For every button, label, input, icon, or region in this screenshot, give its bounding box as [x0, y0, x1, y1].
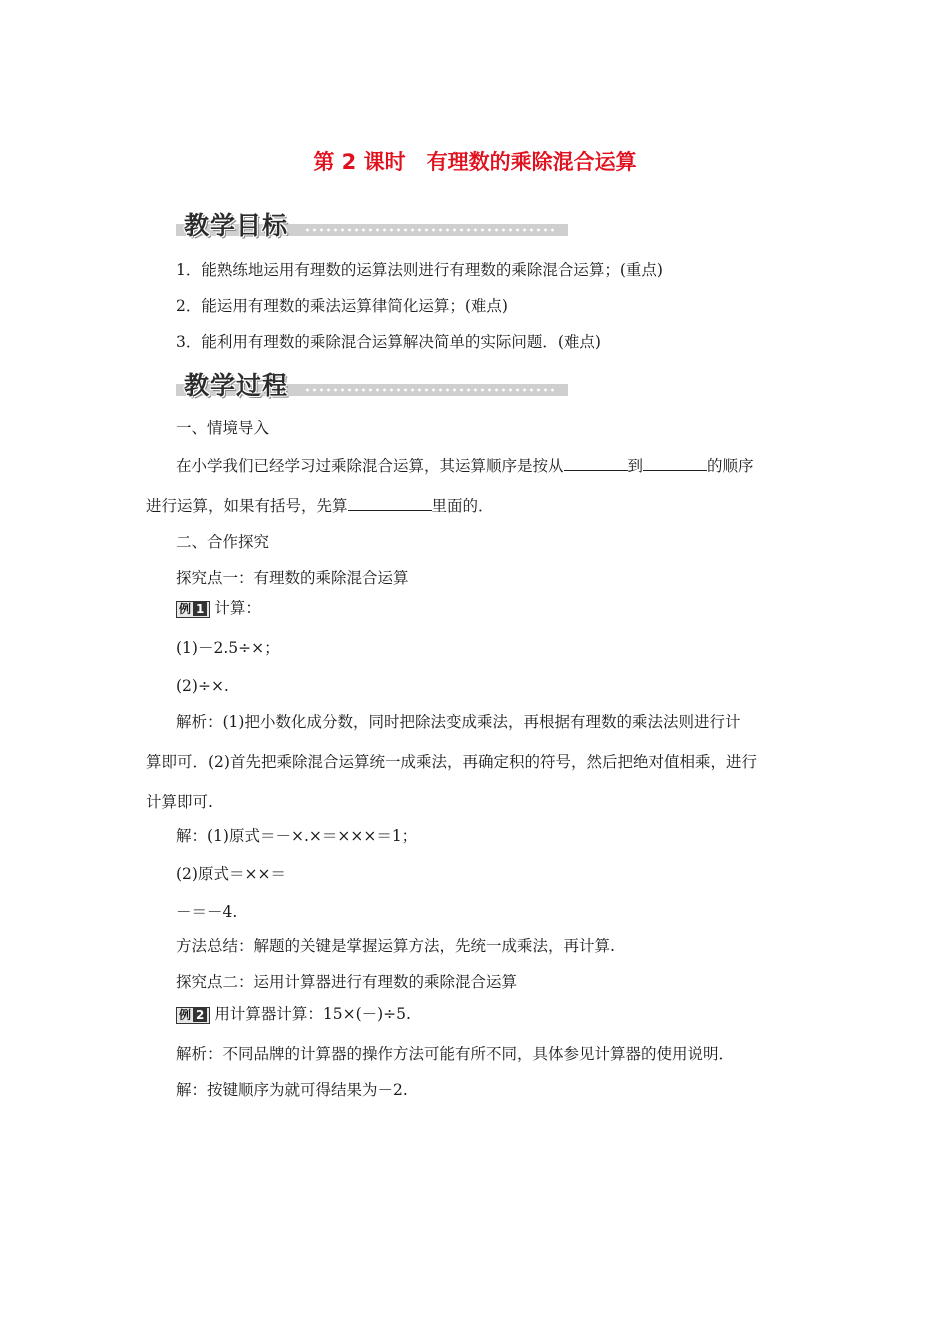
- part-heading: 二、合作探究: [176, 533, 270, 551]
- analysis-line: 计算即可.: [146, 793, 213, 811]
- intro-text: 里面的．: [431, 497, 494, 515]
- analysis-line: 解析：不同品牌的计算器的操作方法可能有所不同，具体参见计算器的使用说明．: [176, 1045, 735, 1063]
- fill-blank[interactable]: [564, 456, 628, 471]
- method-summary: 方法总结：解题的关键是掌握运算方法，先统一成乘法，再计算.: [176, 937, 615, 955]
- example-badge: 例 2: [176, 1007, 210, 1024]
- intro-line-2: [146, 496, 494, 516]
- solution-line: －＝－4.: [176, 903, 238, 921]
- solution-line: 解：按键顺序为就可得结果为－2.: [176, 1081, 408, 1099]
- fill-blank[interactable]: [348, 496, 432, 511]
- section-label: 教学目标: [184, 211, 289, 240]
- part-heading: 一、情境导入: [176, 419, 270, 437]
- intro-line-1: [176, 456, 754, 476]
- example-text: 用计算器计算：15×(－)÷5.: [214, 1005, 411, 1023]
- section-header-process: [176, 366, 568, 398]
- header-dots: [304, 225, 554, 235]
- example-text: 计算：: [214, 599, 261, 617]
- question: (2)÷×.: [176, 677, 229, 695]
- section-label: 教学过程: [184, 371, 289, 400]
- question: (1)－2.5÷×；: [176, 639, 280, 657]
- example-2: [176, 1004, 411, 1024]
- point-heading: 探究点一：有理数的乘除混合运算: [176, 569, 409, 587]
- intro-text: 进行运算，如果有括号，先算: [146, 497, 348, 515]
- point-heading: 探究点二：运用计算器进行有理数的乘除混合运算: [176, 973, 518, 991]
- solution-line: 解：(1)原式＝－×.×＝×××＝1；: [176, 827, 418, 845]
- analysis-line: 算即可．(2)首先把乘除混合运算统一成乘法，再确定积的符号，然后把绝对值相乘，进行: [146, 753, 757, 771]
- solution-line: (2)原式＝××＝: [176, 865, 286, 883]
- intro-text: 到: [627, 457, 644, 475]
- fill-blank[interactable]: [643, 456, 707, 471]
- example-1: [176, 598, 261, 618]
- goal-item: 3．能利用有理数的乘除混合运算解决简单的实际问题．(难点): [176, 333, 601, 351]
- goal-item: 1．能熟练地运用有理数的运算法则进行有理数的乘除混合运算；(重点): [176, 261, 663, 279]
- goal-item: 2．能运用有理数的乘法运算律简化运算；(难点): [176, 297, 508, 315]
- header-dots: [304, 385, 554, 395]
- intro-text: 在小学我们已经学习过乘除混合运算，其运算顺序是按从: [176, 457, 564, 475]
- section-header-goals: [176, 206, 568, 238]
- page-title: 第 2 课时 有理数的乘除混合运算: [313, 150, 637, 174]
- example-badge: 例 1: [176, 601, 210, 618]
- intro-text: 的顺序: [707, 457, 754, 475]
- analysis-line: 解析：(1)把小数化成分数，同时把除法变成乘法，再根据有理数的乘法法则进行计: [176, 713, 741, 731]
